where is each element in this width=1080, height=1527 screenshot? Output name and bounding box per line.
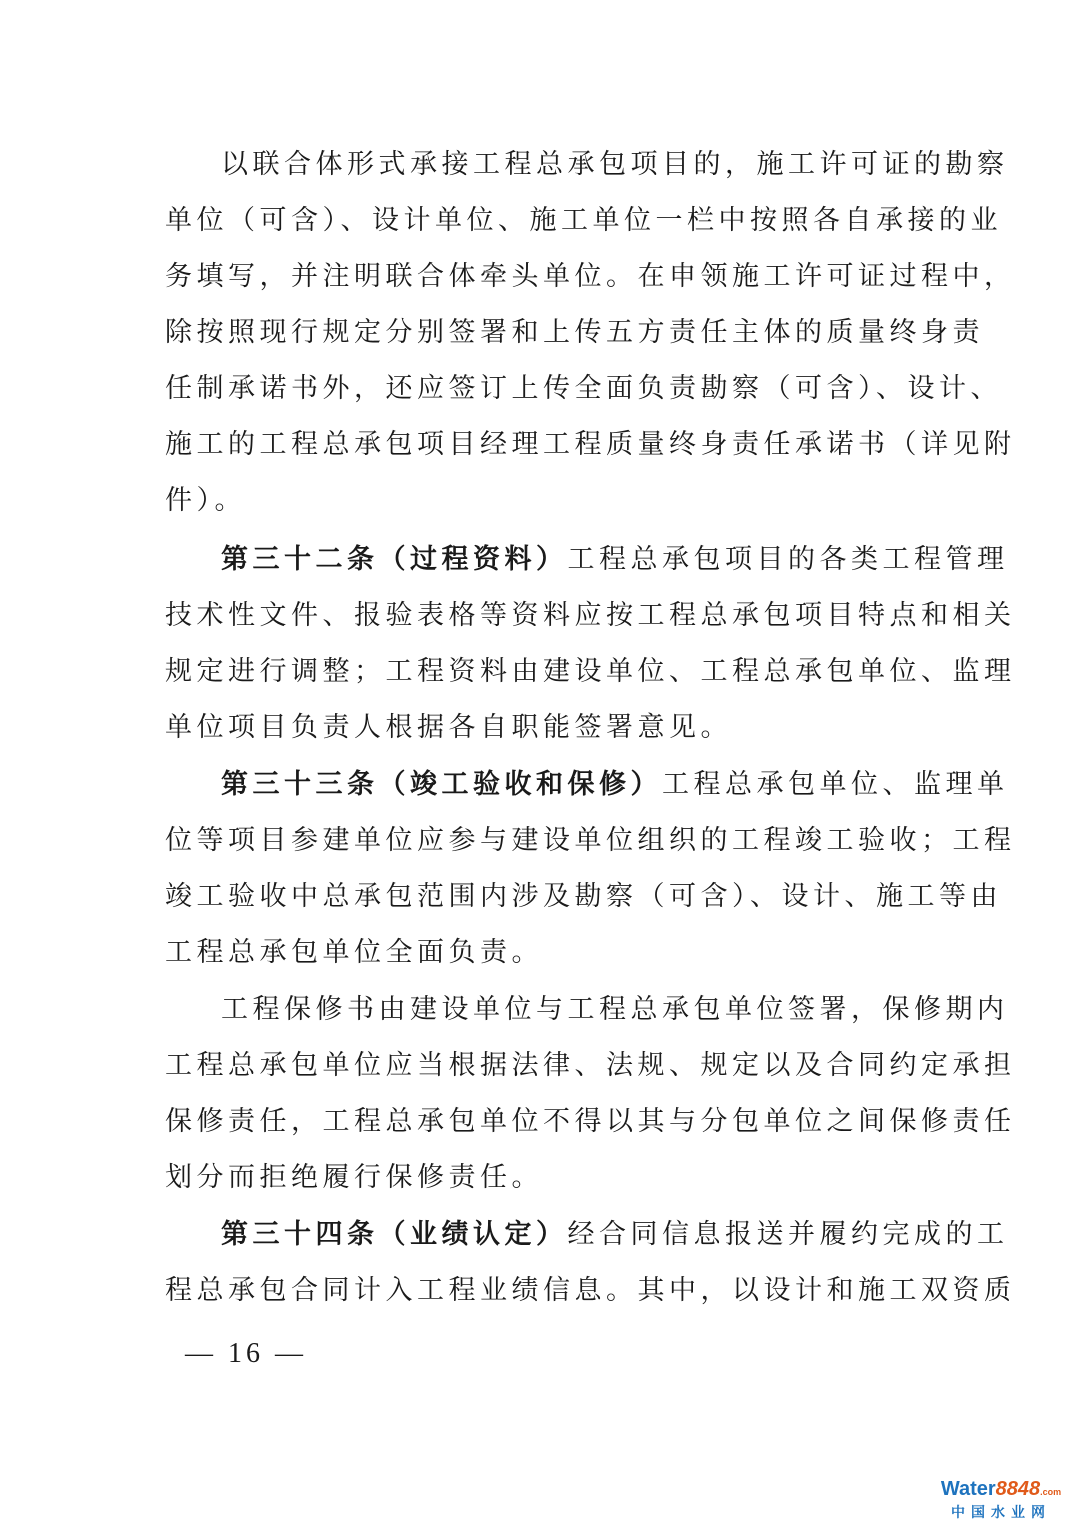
article-heading: 第三十二条（过程资料） [221, 544, 568, 575]
watermark-brand-suffix: .com [1040, 1487, 1062, 1497]
paragraph-line: 务填写，并注明联合体牵头单位。在申领施工许可证过程中， [165, 261, 1016, 292]
watermark-brand-number: 8848 [995, 1478, 1041, 1500]
article-heading: 第三十三条（竣工验收和保修） [221, 769, 662, 800]
article-text: 工程总承包项目的各类工程管理 [567, 544, 1009, 575]
paragraph-line: 工程总承包单位全面负责。 [165, 937, 543, 968]
paragraph-line: 单位（可含）、设计单位、施工单位一栏中按照各自承接的业 [165, 205, 1002, 236]
paragraph-line: 施工的工程总承包项目经理工程质量终身责任承诺书（详见附 [165, 429, 1016, 460]
paragraph-line: 工程总承包单位应当根据法律、法规、规定以及合同约定承担 [165, 1050, 1016, 1081]
paragraph-line: 保修责任，工程总承包单位不得以其与分包单位之间保修责任 [165, 1106, 1016, 1137]
paragraph-line: 位等项目参建单位应参与建设单位组织的工程竣工验收；工程 [165, 825, 1016, 856]
paragraph-line: 件）。 [165, 485, 246, 516]
paragraph-line: 划分而拒绝履行保修责任。 [165, 1162, 543, 1193]
article-text: 经合同信息报送并履约完成的工 [567, 1219, 1009, 1250]
paragraph-line: 单位项目负责人根据各自职能签署意见。 [165, 712, 732, 743]
article-first-line [165, 757, 1009, 813]
paragraph-line: 任制承诺书外，还应签订上传全面负责勘察（可含）、设计、 [165, 373, 1002, 404]
page-number: — 16 — [185, 1338, 307, 1369]
article-text: 工程总承包单位、监理单 [662, 769, 1009, 800]
article-first-line [165, 1207, 1009, 1263]
watermark-brand-word: Water [940, 1478, 996, 1500]
article-first-line [165, 532, 1009, 588]
paragraph-4 [165, 982, 1016, 1206]
paragraph-line: 程总承包合同计入工程业绩信息。其中，以设计和施工双资质 [165, 1275, 1016, 1306]
paragraph-line: 规定进行调整；工程资料由建设单位、工程总承包单位、监理 [165, 656, 1016, 687]
paragraph-line: 以联合体形式承接工程总承包项目的，施工许可证的勘察 [221, 149, 1009, 180]
paragraph-1 [165, 137, 1016, 529]
watermark-chinese-name: 中国水业网 [951, 1504, 1051, 1520]
paragraph-line: 工程保修书由建设单位与工程总承包单位签署，保修期内 [221, 994, 1009, 1025]
paragraph-line: 技术性文件、报验表格等资料应按工程总承包项目特点和相关 [165, 600, 1016, 631]
article-33 [165, 757, 1016, 981]
paragraph-line: 竣工验收中总承包范围内涉及勘察（可含）、设计、施工等由 [165, 881, 1002, 912]
site-watermark-logo [930, 1478, 1072, 1521]
article-34 [165, 1207, 1016, 1319]
article-32 [165, 532, 1016, 756]
paragraph-line: 除按照现行规定分别签署和上传五方责任主体的质量终身责 [165, 317, 984, 348]
article-heading: 第三十四条（业绩认定） [221, 1219, 568, 1250]
watermark-brand [930, 1478, 1072, 1503]
